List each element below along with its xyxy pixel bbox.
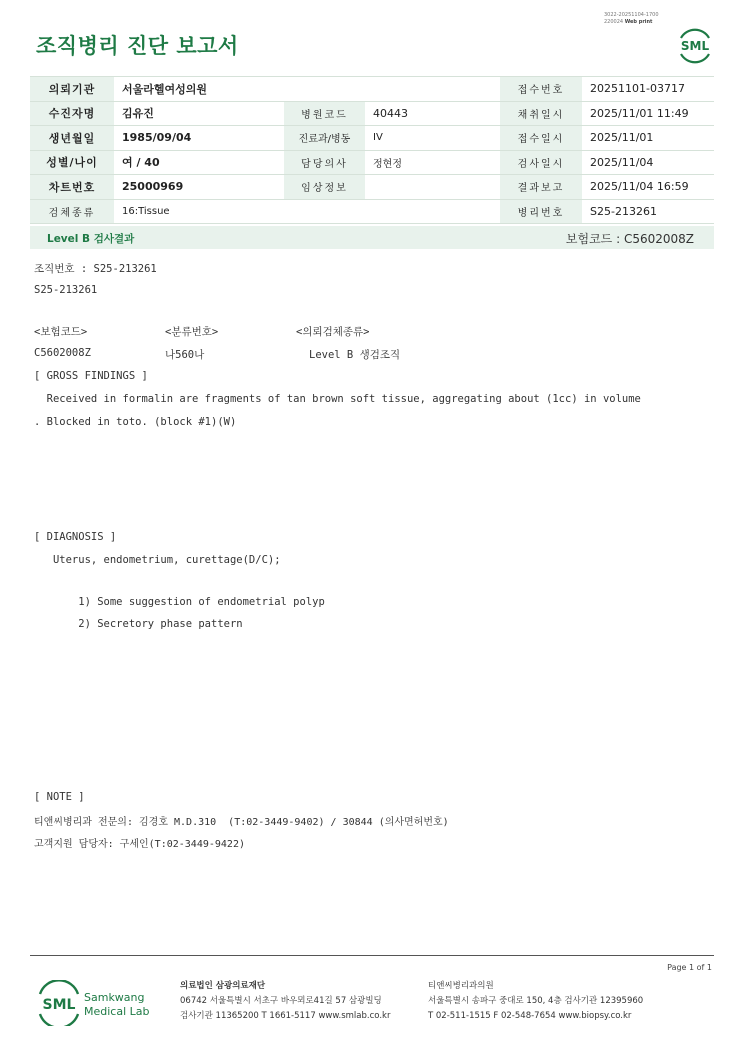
print-label: Web print [624, 19, 653, 25]
header-insurance-code: <보험코드> [34, 326, 88, 338]
info-value: 김유진 [114, 101, 284, 126]
info-label: 병리번호 [500, 199, 582, 224]
note-line: 고객지원 담당자: 구세인(T:02-3449-9422) [34, 839, 245, 850]
info-blank [365, 77, 500, 102]
print-code [604, 12, 659, 26]
info-value: 2025/11/04 16:59 [582, 175, 714, 200]
value-specimen-type: Level B 생검조직 [309, 349, 401, 361]
info-value: 서울라헬여성의원 [114, 77, 284, 102]
org2-name: 티앤씨병리과의원 [428, 981, 494, 991]
diagnosis-item: 2) Secretory phase pattern [34, 618, 243, 630]
brand-line1: Samkwang [84, 991, 145, 1004]
info-label: 임상정보 [284, 175, 365, 200]
note-line: 티앤씨병리과 전문의: 김경호 M.D.310 (T:02-3449-9402) / 30844 (의사면허번호) [34, 817, 449, 828]
print-code-line1: 3022-20251104-1700 [604, 12, 659, 18]
org2-address: 서울특별시 송파구 중대로 150, 4층 검사기관 12395960 [428, 996, 644, 1006]
info-blank [284, 199, 365, 224]
print-code-line2: 220024 [604, 19, 624, 25]
info-value: 20251101-03717 [582, 77, 714, 102]
info-blank [284, 77, 365, 102]
footer-org2 [428, 979, 643, 1024]
info-label: 검체종류 [30, 199, 114, 224]
info-value: 2025/11/01 11:49 [582, 101, 714, 126]
sml-logo-icon [676, 26, 714, 64]
info-row [30, 77, 714, 102]
info-label: 검사일시 [500, 150, 582, 175]
info-row [30, 126, 714, 151]
info-label: 접수일시 [500, 126, 582, 151]
info-blank [365, 199, 500, 224]
info-value: 25000969 [114, 175, 284, 200]
info-value: 정현정 [365, 150, 500, 175]
info-value: IV [365, 126, 500, 151]
footer-logo-text: SML [42, 997, 76, 1013]
info-label: 생년월일 [30, 126, 114, 151]
info-label: 채취일시 [500, 101, 582, 126]
section-insurance-code: 보험코드 : C5602008Z [565, 232, 694, 246]
header-specimen-type: <의뢰검체종류> [296, 326, 370, 338]
specimen-number: 조직번호 : S25-213261 [34, 263, 157, 275]
info-value: 여 / 40 [114, 150, 284, 175]
org2-contact: T 02-511-1515 F 02-548-7654 www.biopsy.co.kr [428, 1011, 632, 1021]
diagnosis-line: Uterus, endometrium, curettage(D/C); [34, 554, 281, 566]
page-number: Page 1 of 1 [667, 963, 712, 972]
note-title: [ NOTE ] [34, 791, 85, 803]
specimen-id: S25-213261 [34, 284, 98, 296]
section-label: Level B 검사결과 [47, 233, 135, 245]
brand-line2: Medical Lab [84, 1005, 150, 1018]
info-label: 수진자명 [30, 101, 114, 126]
report-title: 조직병리 진단 보고서 [36, 34, 239, 58]
gross-findings-line: . Blocked in toto. (block #1)(W) [34, 416, 237, 428]
info-value: 1985/09/04 [114, 126, 284, 151]
value-classification: 나560나 [165, 349, 205, 361]
info-label: 의뢰기관 [30, 77, 114, 102]
info-value: 16:Tissue [114, 199, 284, 224]
info-row [30, 199, 714, 224]
info-row [30, 150, 714, 175]
footer-divider [30, 955, 714, 956]
samkwang-logo-icon [36, 980, 154, 1026]
org1-address: 06742 서울특별시 서초구 바우뫼로41길 57 삼광빌딩 [180, 996, 382, 1006]
result-section-bar [30, 226, 714, 249]
gross-findings-title: [ GROSS FINDINGS ] [34, 370, 148, 382]
info-label: 병원코드 [284, 101, 365, 126]
info-label: 결과보고 [500, 175, 582, 200]
value-insurance-code: C5602008Z [34, 347, 91, 359]
info-label: 접수번호 [500, 77, 582, 102]
info-row [30, 101, 714, 126]
info-value [365, 175, 500, 200]
info-value: S25-213261 [582, 199, 714, 224]
gross-findings-line: Received in formalin are fragments of tan brown soft tissue, aggregating about (1cc) in volume [34, 393, 641, 405]
info-label: 성별/나이 [30, 150, 114, 175]
patient-info-table [30, 76, 714, 224]
info-label: 진료과/병동 [284, 126, 365, 151]
org1-name: 의료법인 삼광의료재단 [180, 981, 266, 991]
org1-contact: 검사기관 11365200 T 1661-5117 www.smlab.co.kr [180, 1011, 391, 1021]
info-label: 담당의사 [284, 150, 365, 175]
diagnosis-item: 1) Some suggestion of endometrial polyp [34, 596, 325, 608]
info-label: 차트번호 [30, 175, 114, 200]
info-value: 2025/11/01 [582, 126, 714, 151]
diagnosis-title: [ DIAGNOSIS ] [34, 531, 117, 543]
footer-org1 [180, 979, 390, 1024]
info-value: 2025/11/04 [582, 150, 714, 175]
header-classification: <분류번호> [165, 326, 219, 338]
logo-text: SML [680, 39, 710, 53]
info-value: 40443 [365, 101, 500, 126]
info-row [30, 175, 714, 200]
